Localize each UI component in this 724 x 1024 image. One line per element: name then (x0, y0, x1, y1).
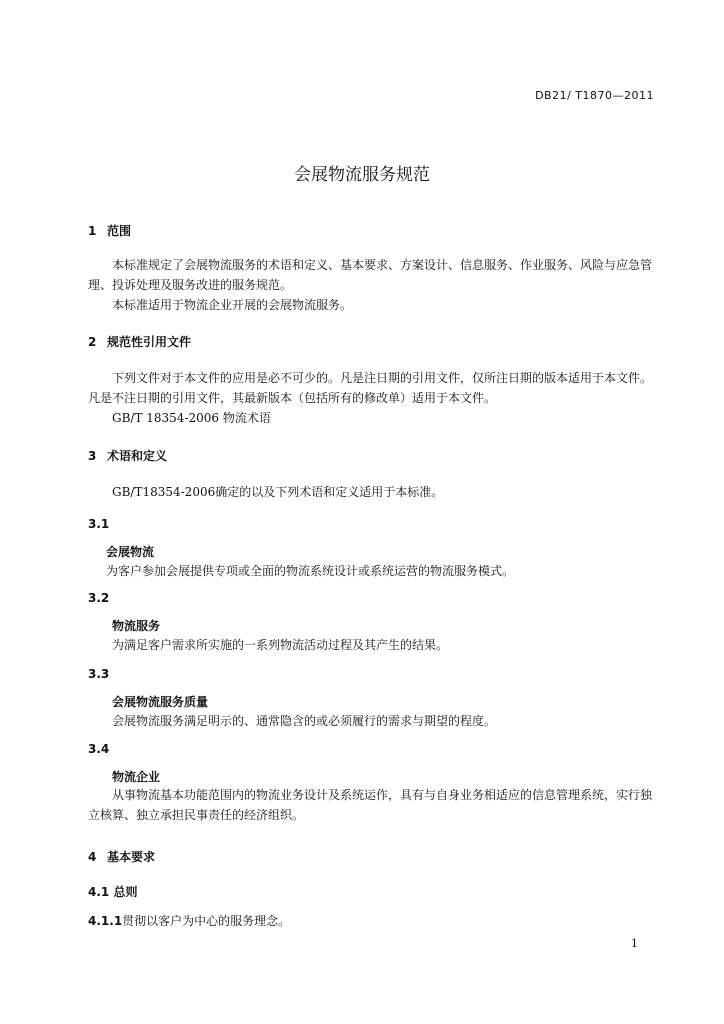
term-3-4-name: 物流企业 (112, 770, 161, 784)
section-3-heading (88, 447, 167, 464)
term-3-2-definition: 为满足客户需求所实施的一系列物流活动过程及其产生的结果。 (112, 638, 449, 652)
section-heading-text: 规范性引用文件 (107, 335, 192, 349)
term-3-4-definition: 从事物流基本功能范围内的物流业务设计及系统运作，具有与自身业务相适应的信息管理系统，实行独立核算、独立承担民事责任的经济组织。 (88, 788, 653, 822)
term-3-4-number: 3.4 (88, 742, 110, 756)
section-heading-text: 范围 (107, 224, 132, 238)
subsection-4-1-heading (88, 883, 137, 900)
section-2-heading (88, 333, 191, 350)
term-3-1-definition: 为客户参加会展提供专项或全面的物流系统设计或系统运营的物流服务模式。 (106, 564, 515, 578)
section-number: 3 (88, 449, 97, 463)
clause-text: 贯彻以客户为中心的服务理念。 (122, 914, 291, 928)
term-3-2-name: 物流服务 (112, 619, 161, 633)
subsection-number: 4.1 (88, 885, 110, 899)
term-3-1-name: 会展物流 (106, 545, 155, 559)
clause-number: 4.1.1 (88, 914, 123, 928)
term-3-3-number: 3.3 (88, 667, 110, 681)
section-heading-text: 术语和定义 (107, 449, 168, 463)
section-number: 4 (88, 850, 97, 864)
clause-4-1-1 (88, 912, 290, 929)
section-number: 1 (88, 224, 97, 238)
section-number: 2 (88, 335, 97, 349)
page-number: 1 (631, 937, 638, 950)
standard-code: DB21/ T1870—2011 (535, 89, 654, 102)
subsection-heading-text: 总则 (113, 885, 138, 899)
section-4-heading (88, 848, 155, 865)
section-1-heading (88, 222, 131, 239)
term-3-1-number: 3.1 (88, 517, 110, 531)
section-heading-text: 基本要求 (107, 850, 156, 864)
section-1-paragraph-2: 本标准适用于物流企业开展的会展物流服务。 (112, 298, 353, 312)
term-3-3-name: 会展物流服务质量 (112, 695, 209, 709)
term-3-3-definition: 会展物流服务满足明示的、通常隐含的或必须履行的需求与期望的程度。 (112, 714, 497, 728)
section-2-reference: GB/T 18354-2006 物流术语 (112, 411, 271, 425)
term-3-2-number: 3.2 (88, 591, 110, 605)
document-title: 会展物流服务规范 (294, 165, 430, 185)
section-3-paragraph-1: GB/T18354-2006确定的以及下列术语和定义适用于本标准。 (112, 485, 444, 499)
section-1-paragraph-1: 本标准规定了会展物流服务的术语和定义、基本要求、方案设计、信息服务、作业服务、风险与应急管理、投诉处理及服务改进的服务规范。 (88, 258, 653, 292)
section-2-paragraph-1: 下列文件对于本文件的应用是必不可少的。凡是注日期的引用文件，仅所注日期的版本适用于本文件。凡是不注日期的引用文件，其最新版本（包括所有的修改单）适用于本文件。 (88, 371, 653, 405)
